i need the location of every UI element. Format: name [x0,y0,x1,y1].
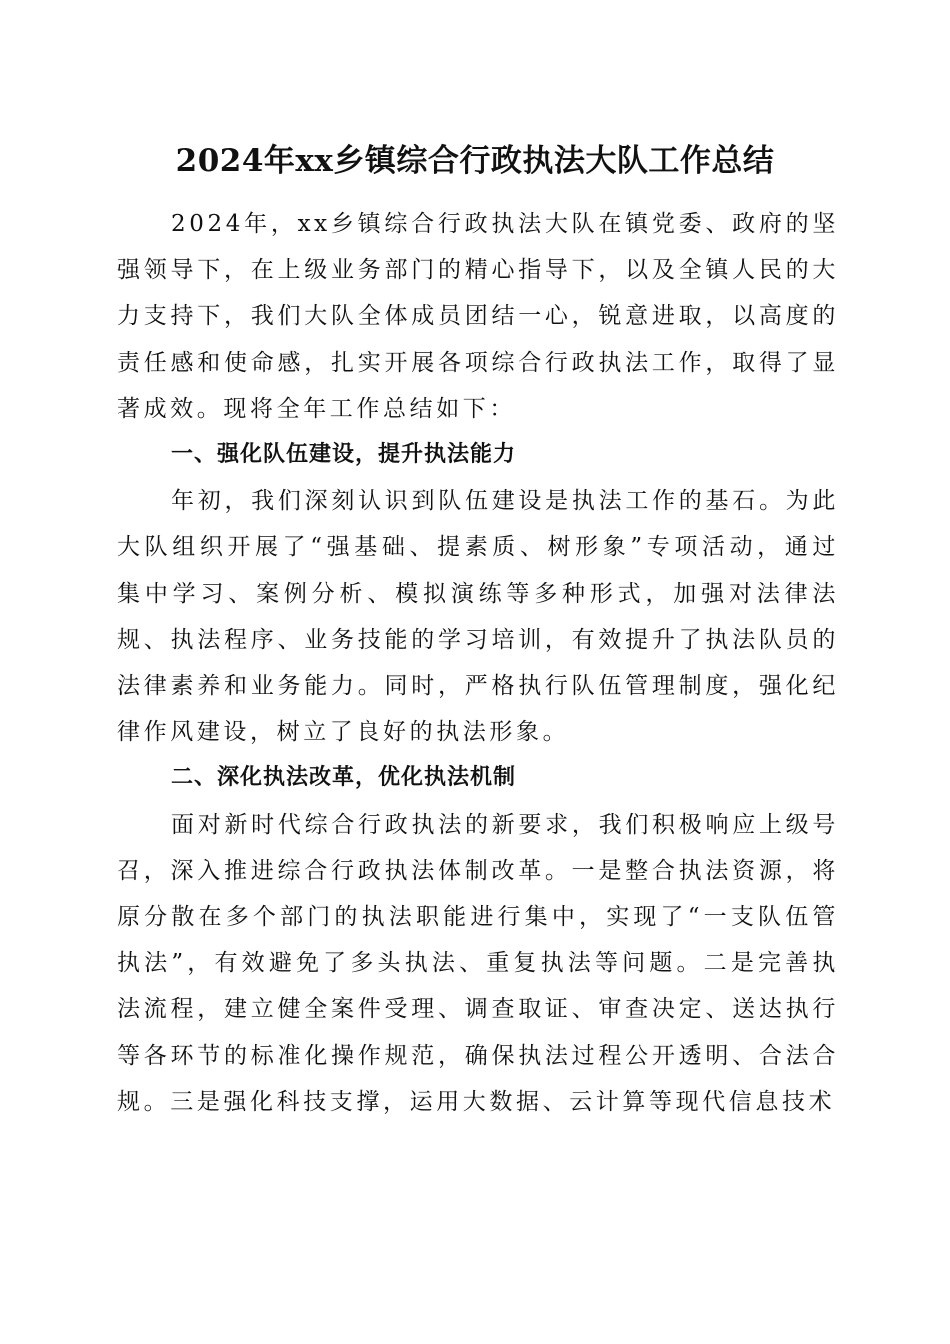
section-heading-1: 一、强化队伍建设，提升执法能力 [171,442,517,468]
document-title: 2024年xx乡镇综合行政执法大队工作总结 [175,143,775,179]
intro-paragraph: 2024年，xx乡镇综合行政执法大队在镇党委、政府的坚强领导下，在上级业务部门的精心指导下，以及全镇人民的大力支持下，我们大队全体成员团结一心，锐意进取，以高度的责任感和使命感，扎实开展各项综合行政执法工作，取得了显著成效。现将全年工作总结如下： [117,211,839,422]
section-1-paragraph: 年初，我们深刻认识到队伍建设是执法工作的基石。为此大队组织开展了“强基础、提素质、树形象”专项活动，通过集中学习、案例分析、模拟演练等多种形式，加强对法律法规、执法程序、业务技能的学习培训，有效提升了执法队员的法律素养和业务能力。同时，严格执行队伍管理制度，强化纪律作风建设，树立了良好的执法形象。 [117,488,839,746]
section-2-paragraph: 面对新时代综合行政执法的新要求，我们积极响应上级号召，深入推进综合行政执法体制改革。一是整合执法资源，将原分散在多个部门的执法职能进行集中，实现了“一支队伍管执法”，有效避免了多头执法、重复执法等问题。二是完善执法流程，建立健全案件受理、调查取证、审查决定、送达执行等各环节的标准化操作规范，确保执法过程公开透明、合法合规。三是强化科技支撑，运用大数据、云计算等现代信息技术 [117,811,839,1115]
document-body [117,201,839,1125]
section-heading-2: 二、深化执法改革，优化执法机制 [171,765,517,791]
